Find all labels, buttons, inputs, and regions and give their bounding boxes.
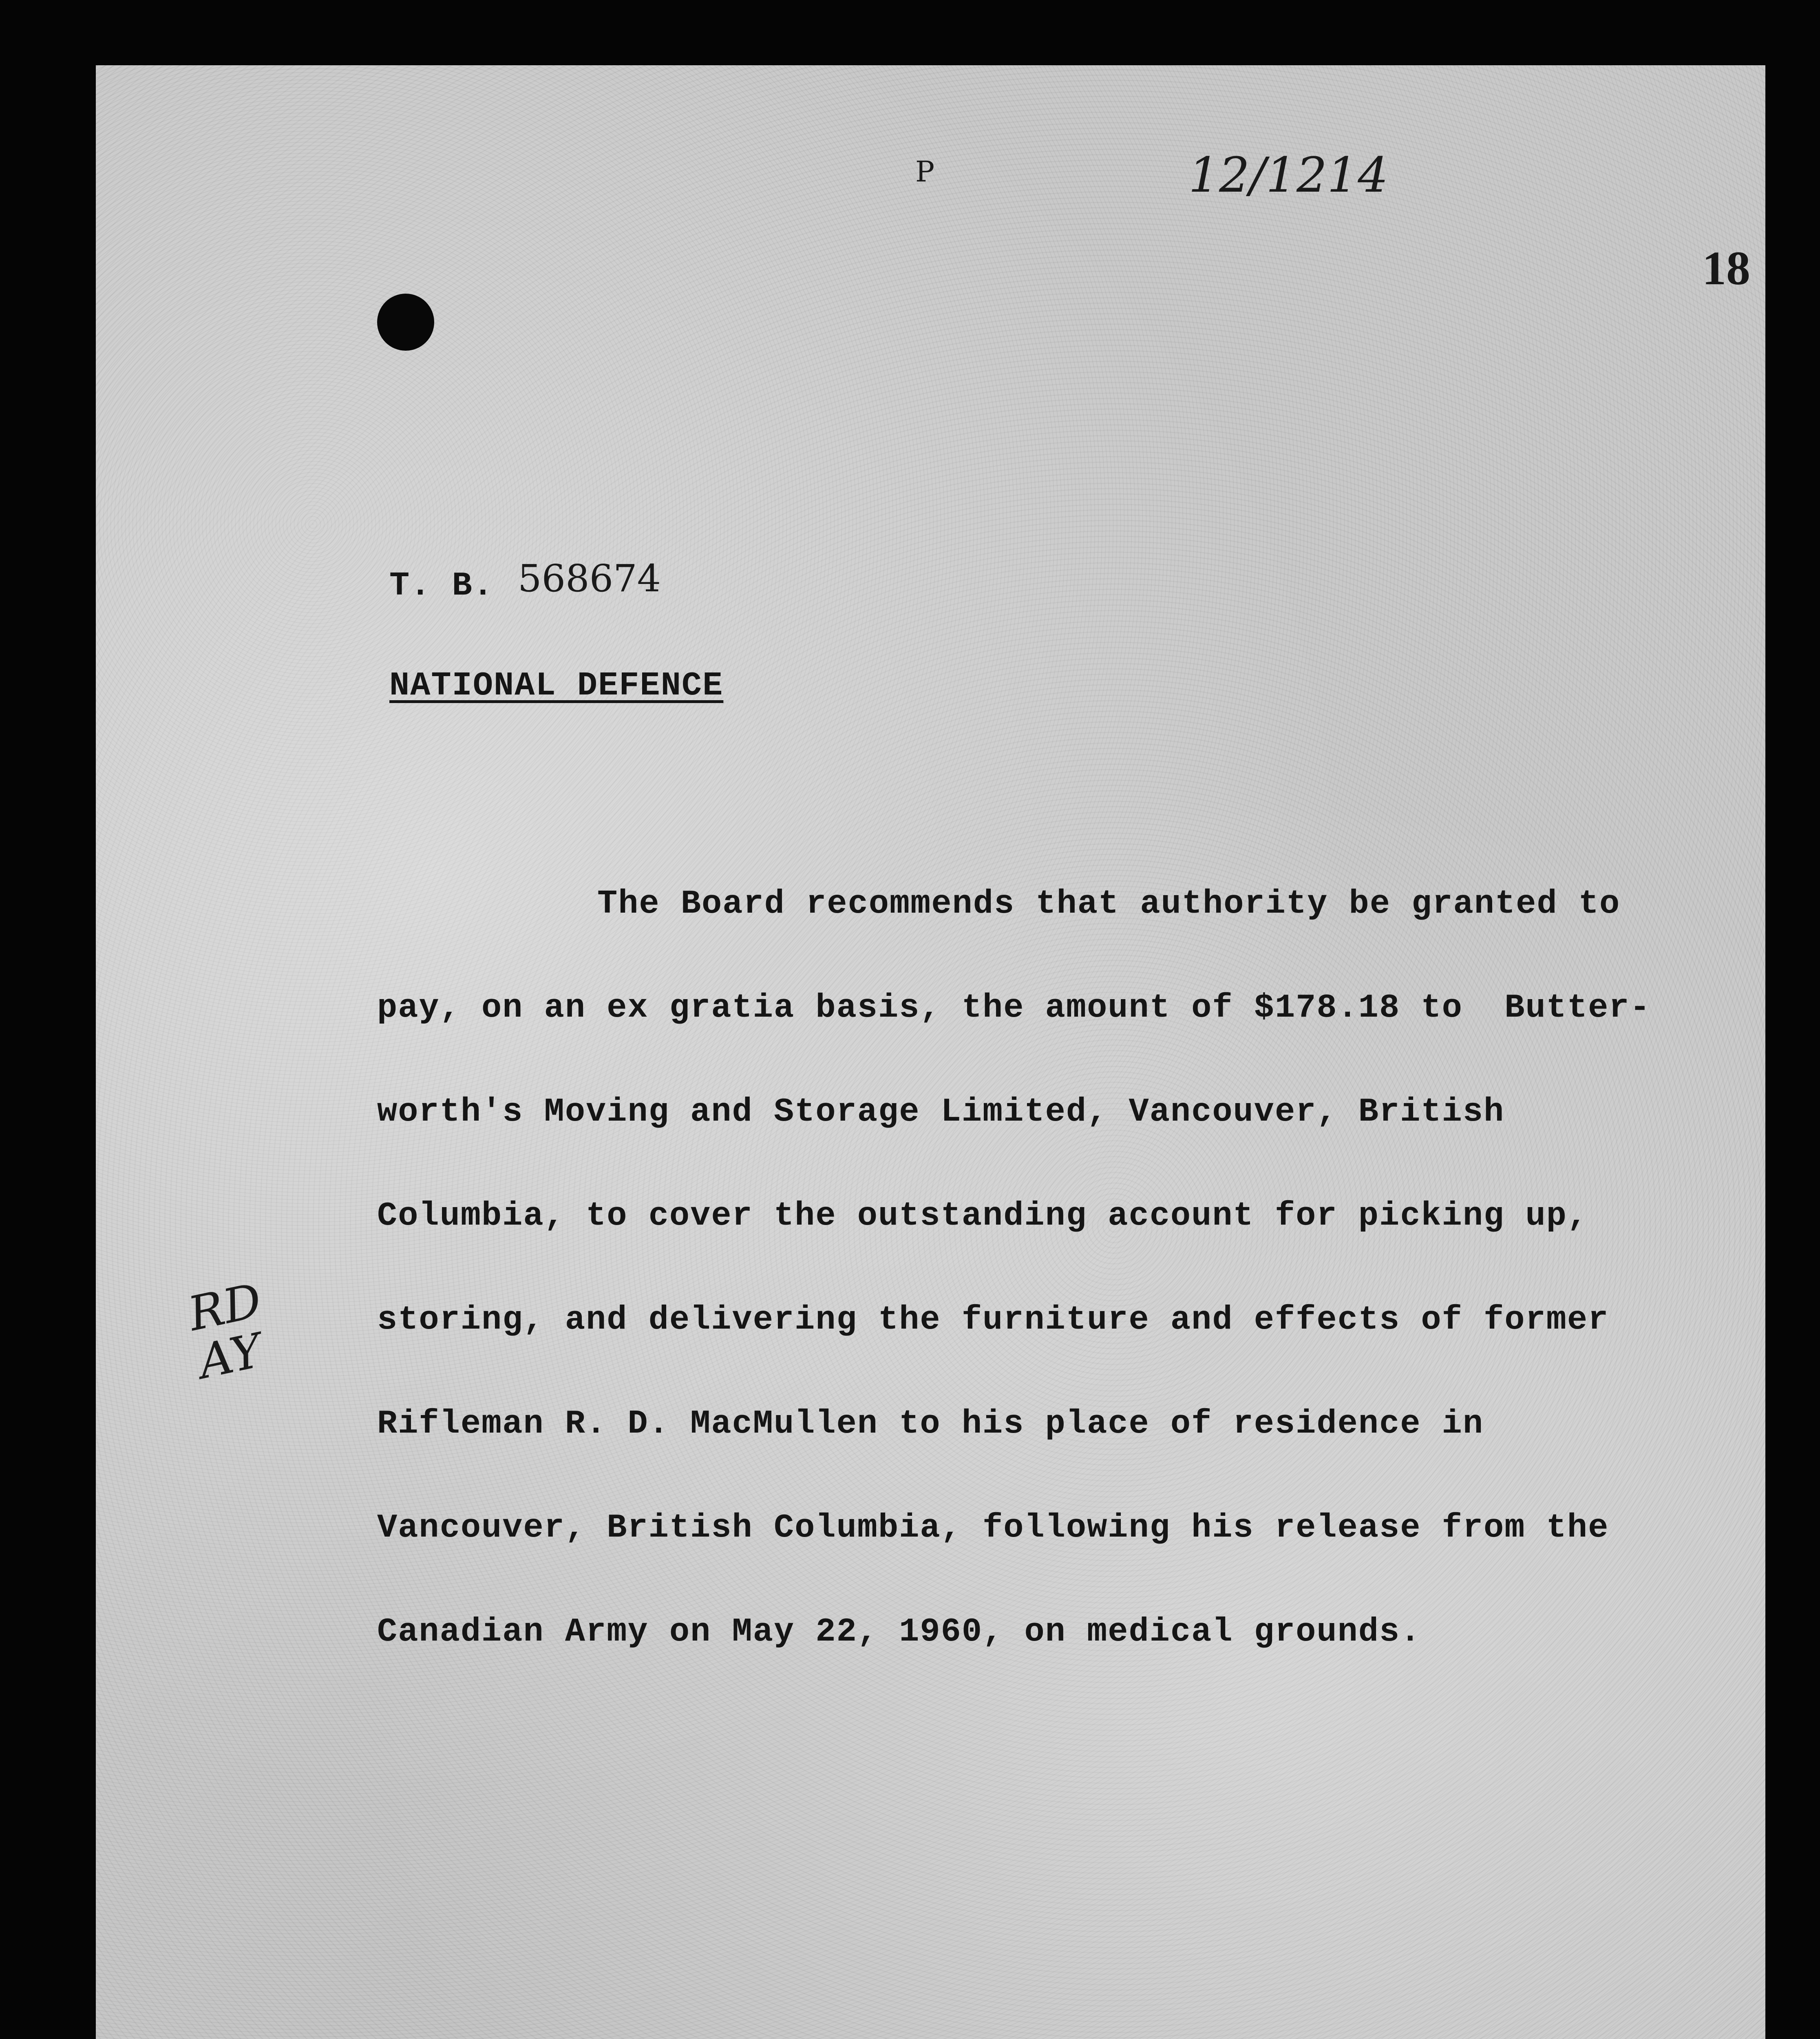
punch-hole	[377, 294, 434, 351]
document-heading: NATIONAL DEFENCE	[389, 667, 724, 705]
top-reference-handwritten: 12/1214	[1188, 147, 1389, 203]
document-page	[96, 65, 1765, 2039]
top-mark: P	[915, 155, 935, 188]
paragraph-line: pay, on an ex gratia basis, the amount of $178.18 to Butter-	[377, 989, 1651, 1027]
paragraph-line: Columbia, to cover the outstanding account for picking up,	[377, 1197, 1588, 1235]
paragraph-line: Vancouver, British Columbia, following his release from the	[377, 1509, 1609, 1547]
paragraph-line: Canadian Army on May 22, 1960, on medical grounds.	[377, 1613, 1421, 1651]
paragraph-line: The Board recommends that authority be granted to	[597, 885, 1621, 923]
tb-label: T. B.	[389, 567, 494, 605]
tb-number: 568674	[518, 557, 661, 600]
paragraph-line: worth's Moving and Storage Limited, Vancouver, British	[377, 1093, 1505, 1131]
page-number: 18	[1702, 241, 1750, 295]
paragraph-line: Rifleman R. D. MacMullen to his place of residence in	[377, 1405, 1484, 1443]
paragraph-line: storing, and delivering the furniture and effects of former	[377, 1301, 1609, 1339]
margin-handwritten-initials: RD AY	[183, 1273, 267, 1390]
